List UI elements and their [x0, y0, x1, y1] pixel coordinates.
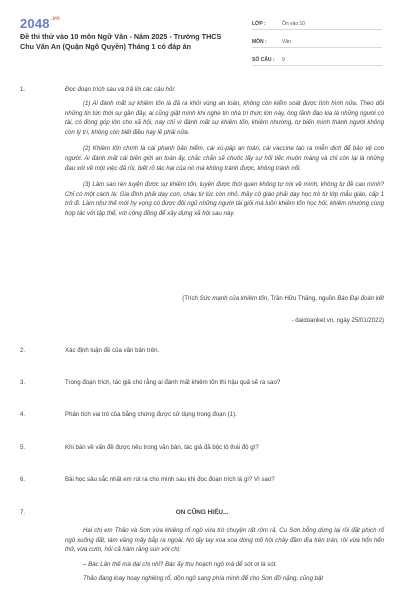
document-header: [0, 0, 400, 66]
meta-row-class: [252, 16, 382, 30]
passage-paragraph-1: (1) Ai đánh mất sự khiêm tốn là đã ra khỏi vùng an toàn, không còn kiểm soát được tình hình nữa. Theo dõi những tin tức thời sự gần đây, ai cũng giật mình khi nghe tin nhà trí thức lớn này, ông lãnh đạo kia là những người có tài, có đóng góp lớn cho xã hội, nay chỉ vì đánh mất sự khiêm tốn, khiêm nhường, tự biến mình thành người không còn lý trí, không còn biết điều hay lẽ phải nữa.: [65, 100, 384, 136]
question-number: 7.: [20, 509, 26, 516]
question-4: [20, 410, 384, 420]
meta-label: LỚP :: [252, 21, 266, 27]
passage-paragraph-3: (3) Làm sao rèn luyện được sự khiêm tốn, luyện được thói quen không tự nói về mình, không tự đề cao mình? Chỉ có một cách là: Gia đình phải dạy con, cháu từ lúc còn nhỏ, thầy cô giáo phải dạy học trò từ lớp mẫu giáo, cấp 1 trở đi. Làm như thế mới hy vọng có được đội ngũ những người tài giỏi mà luôn khiêm tốn học hỏi, khiêm nhường cùng hợp tác với tập thể, với cộng đồng để xây dựng xã hội sau này.: [65, 181, 384, 217]
meta-row-subject: [252, 34, 382, 48]
story-paragraph-2: – Bác Lân thế mà dại chị nhỉ? Bác ấy thu hoạch ngô mà để sót ơi là sót.: [83, 560, 278, 568]
meta-label: SỐ CÂU :: [252, 57, 275, 63]
story-title: ON CŨNG HIẾU...: [175, 509, 229, 516]
passage-source-site: - daidoanket.vn, ngày 25/01/2022): [291, 317, 384, 324]
site-logo[interactable]: $2048^{.vn}$: [20, 16, 61, 31]
story-text: [65, 526, 384, 584]
document-title: Đề thi thử vào 10 môn Ngữ Văn - Năm 2025 - Trường THCS Chu Văn An (Quận Ngô Quyền) Tháng 1 có đáp án: [20, 32, 222, 51]
question-text: Bài học sâu sắc nhất em rút ra cho mình sau khi đọc đoạn trích là gì? Vì sao?: [65, 476, 275, 483]
passage-paragraph-2: (2) Khiêm tốn chính là cái phanh bảo hiểm, cái xú-páp an toàn, cái vaccine tạo ra miễn dịch để bảo vệ con người. Ai đánh mất cái biên giới an toàn ấy, chắc chắn sẽ chuốc lấy sự hối tiếc muộn màng và chỉ còn lại là những đau xót về một việc đã rồi, biết rõ tác hại của nó mà không tránh được, không tránh nổi.: [65, 145, 384, 172]
question-text: Xác định luận đề của văn bản trên.: [65, 347, 160, 354]
story-paragraph-3: Thảo đang loay hoay nghiêng rổ, dồn ngô sang phía mình để cho Sơn đỡ nặng, cũng bật: [83, 575, 324, 583]
question-3: [20, 378, 384, 388]
question-number: 4.: [20, 411, 26, 418]
passage: [65, 99, 384, 219]
meta-row-count: [252, 52, 382, 66]
question-text: Khi bàn về vấn đề được nêu trong văn bản, tác giả đã bộc lộ thái độ gì?: [65, 444, 259, 451]
meta-value: Văn: [282, 39, 291, 45]
passage-citation: (Trích Sức mạnh của khiêm tốn, Trần Hữu Thăng, nguồn Báo Đại đoàn kết: [182, 295, 384, 302]
question-number: 1.: [20, 86, 26, 93]
document-meta: [252, 16, 382, 70]
question-number: 3.: [20, 379, 26, 386]
story-paragraph-1: Hai chị em Thảo và Sơn vừa khiêng rổ ngô vừa trò chuyện rất rôm rả. Cu Sơn bỗng dừng lại rồi đặt phịch rổ ngô xuống đất, làm văng mấy bắp ra ngoài. Nó lấy tay xoa xoa dòng mồ hôi chảy đầm đìa trên trán, rồi vừa hổn hển thở, vừa cười, hỏi cả hàm răng sún với chị:: [65, 527, 384, 554]
question-number: 6.: [20, 476, 26, 483]
question-text: Trong đoạn trích, tác giả cho rằng ai đánh mất khiêm tốn thì hậu quả sẽ ra sao?: [65, 379, 281, 386]
question-6: [20, 475, 384, 485]
question-number: 5.: [20, 444, 26, 451]
meta-label: MÔN :: [252, 39, 267, 45]
question-5: [20, 443, 384, 453]
question-2: [20, 346, 384, 356]
question-number: 2.: [20, 347, 26, 354]
question-text: Phân tích vai trò của bằng chứng được sử dụng trong đoạn (1).: [65, 411, 237, 418]
question-text: Đọc đoạn trích sau và trả lời các câu hỏi:: [65, 86, 176, 93]
meta-value: Ôn vào 10: [282, 21, 306, 27]
meta-value: 9: [282, 57, 285, 63]
question-1: [20, 85, 384, 95]
